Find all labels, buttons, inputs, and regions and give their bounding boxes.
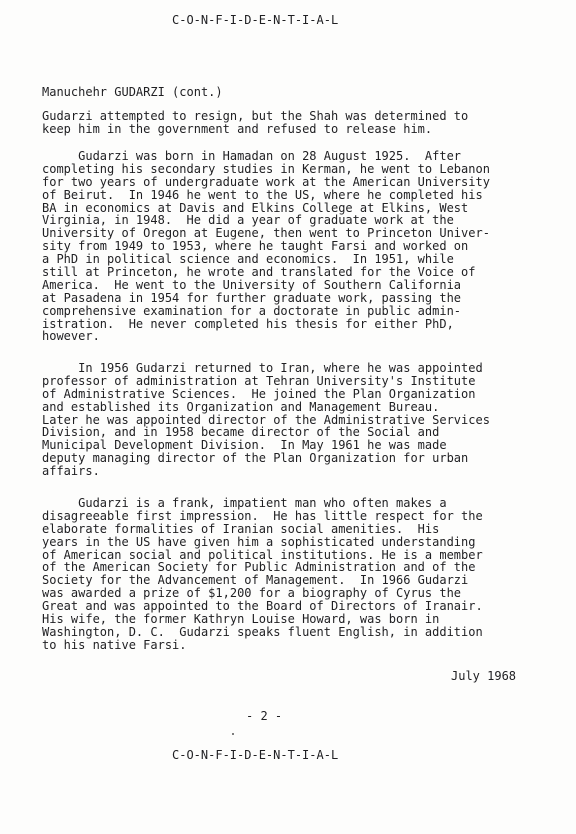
- text-line: Later he was appointed director of the Administrative Services: [42, 412, 490, 427]
- text-line: In 1956 Gudarzi returned to Iran, where he was appointed: [42, 361, 483, 375]
- text-line: His wife, the former Kathryn Louise Howard, was born in: [42, 612, 440, 627]
- paragraph-resignation: [42, 110, 542, 136]
- ink-speck: [232, 733, 234, 735]
- classification-footer: C-O-N-F-I-D-E-N-T-I-A-L: [172, 748, 339, 762]
- text-line: to his native Farsi.: [42, 637, 187, 652]
- paragraph-career: [42, 362, 542, 478]
- text-line: completing his secondary studies in Kerman, he went to Lebanon: [42, 161, 490, 176]
- text-line: of the American Society for Public Administration and of the: [42, 560, 476, 575]
- text-line: comprehensive examination for a doctorate in public admin-: [42, 303, 462, 318]
- text-line: America. He went to the University of Southern California: [42, 277, 462, 292]
- paragraph-personality: [42, 497, 542, 652]
- text-line: BA in economics at Davis and Elkins College at Elkins, West: [42, 200, 469, 215]
- text-line: Division, and in 1958 became director of the Social and: [42, 425, 440, 440]
- text-line: keep him in the government and refused to release him.: [42, 121, 433, 136]
- text-line: Society for the Advancement of Management. In 1966 Gudarzi: [42, 573, 469, 588]
- text-line: however.: [42, 329, 100, 344]
- subject-heading: Manuchehr GUDARZI (cont.): [42, 85, 223, 99]
- text-line: Municipal Development Division. In May 1961 he was made: [42, 438, 447, 453]
- text-line: Washington, D. C. Gudarzi speaks fluent English, in addition: [42, 624, 483, 639]
- text-line: of American social and political institutions. He is a member: [42, 547, 483, 562]
- classification-header: C-O-N-F-I-D-E-N-T-I-A-L: [172, 13, 339, 27]
- text-line: still at Princeton, he wrote and translated for the Voice of: [42, 265, 476, 280]
- text-line: elaborate formalities of Iranian social amenities. His: [42, 521, 440, 536]
- text-line: for two years of undergraduate work at the American University: [42, 174, 490, 189]
- text-line: Gudarzi was born in Hamadan on 28 August 1925. After: [42, 149, 462, 163]
- text-line: of Beirut. In 1946 he went to the US, where he completed his: [42, 187, 483, 202]
- document-date: July 1968: [451, 669, 517, 683]
- page-number: - 2 -: [246, 709, 283, 723]
- text-line: at Pasadena in 1954 for further graduate work, passing the: [42, 290, 462, 305]
- text-line: affairs.: [42, 464, 100, 479]
- text-line: University of Oregon at Eugene, then went to Princeton Univer-: [42, 226, 490, 241]
- text-line: disagreeable first impression. He has little respect for the: [42, 508, 483, 523]
- text-line: Gudarzi is a frank, impatient man who often makes a: [42, 496, 447, 510]
- text-line: istration. He never completed his thesis for either PhD,: [42, 316, 454, 331]
- paragraph-biography: [42, 150, 542, 343]
- text-line: a PhD in political science and economics. In 1951, while: [42, 252, 454, 267]
- text-line: professor of administration at Tehran University's Institute: [42, 373, 476, 388]
- text-line: Virginia, in 1948. He did a year of graduate work at the: [42, 213, 454, 228]
- text-line: years in the US have given him a sophisticated understanding: [42, 534, 476, 549]
- text-line: deputy managing director of the Plan Organization for urban: [42, 451, 469, 466]
- text-line: sity from 1949 to 1953, where he taught Farsi and worked on: [42, 239, 469, 254]
- text-line: was awarded a prize of $1,200 for a biography of Cyrus the: [42, 586, 462, 601]
- text-line: and established its Organization and Management Bureau.: [42, 399, 440, 414]
- text-line: Gudarzi attempted to resign, but the Shah was determined to: [42, 109, 469, 123]
- text-line: of Administrative Sciences. He joined the Plan Organization: [42, 386, 476, 401]
- text-line: Great and was appointed to the Board of Directors of Iranair.: [42, 599, 483, 614]
